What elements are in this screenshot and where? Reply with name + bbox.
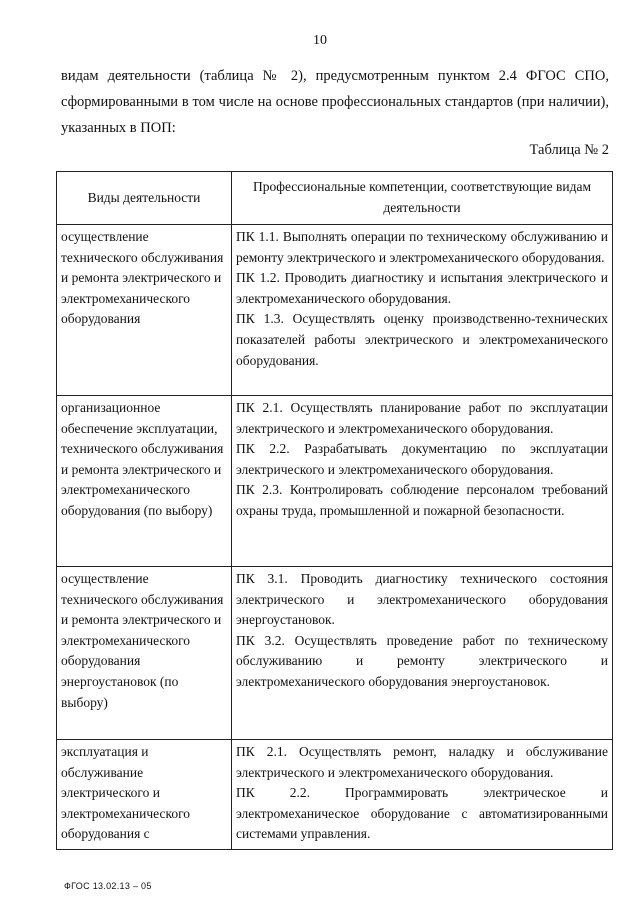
competencies-table [56, 171, 613, 850]
competency-item: ПК 2.3. Контролировать соблюдение персоналом требований охраны труда, промышленной и пожарной безопасности. [236, 482, 608, 518]
competency-cell [232, 396, 613, 567]
competency-item: ПК 2.2. Программировать электрическое и электромеханическое оборудование с автоматизированными системами управления. [236, 785, 608, 842]
activity-cell: осуществление технического обслуживания и ремонта электрического и электромеханического оборудования энергоустановок (по выбору) [57, 567, 232, 740]
competency-item: ПК 2.1. Осуществлять ремонт, наладку и обслуживание электрического и электромеханического оборудования. [236, 744, 608, 780]
competency-item: ПК 2.1. Осуществлять планирование работ по эксплуатации электрического и электромеханического оборудования. [236, 400, 608, 436]
table-header-row [57, 172, 613, 225]
header-activities: Виды деятельности [57, 172, 232, 225]
competency-item: ПК 1.3. Осуществлять оценку производственно-технических показателей работы электрического и электромеханического оборудования. [236, 311, 608, 368]
table-row [57, 225, 613, 396]
activity-cell: организационное обеспечение эксплуатации, технического обслуживания и ремонта электрического и электромеханического оборудования (по выбору) [57, 396, 232, 567]
activity-cell: осуществление технического обслуживания и ремонта электрического и электромеханического оборудования [57, 225, 232, 396]
competency-item: ПК 1.2. Проводить диагностику и испытания электрического и электромеханического оборудования. [236, 270, 608, 306]
competency-cell [232, 225, 613, 396]
table-row [57, 396, 613, 567]
competency-item: ПК 3.2. Осуществлять проведение работ по техническому обслуживанию и ремонту электрического и электромеханического оборудования энергоустановок. [236, 632, 608, 689]
footer-code: ФГОС 13.02.13 – 05 [64, 881, 152, 891]
page-number: 10 [313, 33, 327, 48]
header-competencies: Профессиональные компетенции, соответствующие видам деятельности [232, 172, 613, 225]
competency-item: ПК 1.1. Выполнять операции по техническому обслуживанию и ремонту электрического и электромеханического оборудования. [236, 229, 608, 265]
intro-text: видам деятельности (таблица № 2), предусмотренным пунктом 2.4 ФГОС СПО, сформированными в том числе на основе профессиональных стандартов (при наличии), указанных в ПОП: [61, 68, 609, 136]
competency-cell [232, 567, 613, 740]
competency-item: ПК 2.2. Разрабатывать документацию по эксплуатации электрического и электромеханического оборудования. [236, 441, 608, 477]
competency-cell [232, 740, 613, 850]
table-label: Таблица № 2 [529, 142, 609, 158]
activity-cell: эксплуатация и обслуживание электрического и электромеханического оборудования с [57, 740, 232, 850]
competency-item: ПК 3.1. Проводить диагностику технического состояния электрического и электромеханического оборудования энергоустановок. [236, 571, 608, 628]
table-row [57, 740, 613, 850]
table-row [57, 567, 613, 740]
intro-paragraph [61, 63, 609, 141]
